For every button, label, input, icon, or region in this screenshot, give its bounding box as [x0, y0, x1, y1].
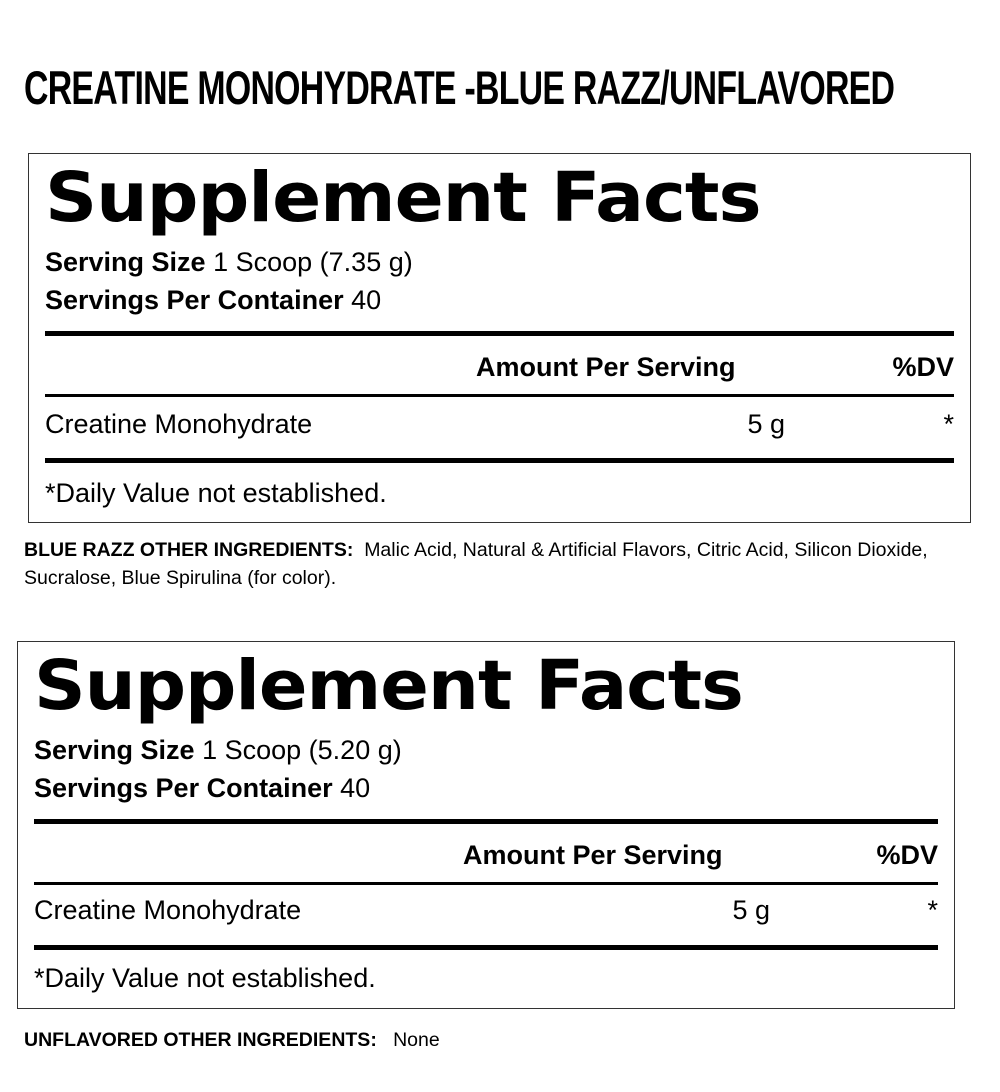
- servings-per-container-value: 40: [351, 285, 382, 315]
- unflavored-ingredients: [24, 1026, 984, 1054]
- supplement-facts-panel-blue-razz: [28, 153, 971, 523]
- ingredients-text: None: [393, 1029, 440, 1051]
- dv-header: %DV: [892, 352, 954, 382]
- blue-razz-ingredients: [24, 536, 984, 592]
- divider-thin: [34, 882, 938, 885]
- servings-per-container-value: 40: [340, 773, 371, 803]
- ingredient-dv: *: [943, 409, 954, 439]
- footnote: *Daily Value not established.: [34, 963, 376, 993]
- serving-size-label: Serving Size: [34, 735, 195, 765]
- ingredients-text: Malic Acid, Natural & Artificial Flavors, Citric Acid, Silicon Dioxide, Sucralose, Blue Spirulina (for color).: [24, 539, 928, 589]
- ingredient-amount: 5 g: [747, 409, 785, 439]
- amount-per-serving-header: Amount Per Serving: [476, 352, 736, 382]
- divider-thin: [45, 394, 954, 397]
- divider-thick: [34, 945, 938, 950]
- ingredients-label: UNFLAVORED OTHER INGREDIENTS:: [24, 1029, 377, 1051]
- ingredient-dv: *: [927, 895, 938, 925]
- ingredient-name: Creatine Monohydrate: [45, 409, 313, 439]
- ingredient-name: Creatine Monohydrate: [34, 895, 302, 925]
- servings-per-container-line: [34, 770, 370, 806]
- amount-per-serving-header: Amount Per Serving: [463, 840, 723, 870]
- serving-size-label: Serving Size: [45, 247, 206, 277]
- page-title: CREATINE MONOHYDRATE -BLUE RAZZ/UNFLAVORED: [24, 61, 895, 114]
- serving-size-line: [34, 732, 402, 768]
- panel-heading: Supplement Facts: [34, 646, 743, 726]
- divider-thick: [45, 331, 954, 336]
- serving-size-value: 1 Scoop (7.35 g): [213, 247, 413, 277]
- ingredient-amount: 5 g: [732, 895, 770, 925]
- footnote: *Daily Value not established.: [45, 478, 387, 508]
- supplement-facts-panel-unflavored: [17, 641, 955, 1009]
- divider-thick: [34, 819, 938, 824]
- servings-per-container-line: [45, 282, 381, 318]
- servings-per-container-label: Servings Per Container: [34, 773, 333, 803]
- divider-thick: [45, 458, 954, 463]
- dv-header: %DV: [876, 840, 938, 870]
- serving-size-value: 1 Scoop (5.20 g): [202, 735, 402, 765]
- ingredients-label: BLUE RAZZ OTHER INGREDIENTS:: [24, 539, 354, 561]
- serving-size-line: [45, 244, 413, 280]
- servings-per-container-label: Servings Per Container: [45, 285, 344, 315]
- panel-heading: Supplement Facts: [45, 158, 761, 238]
